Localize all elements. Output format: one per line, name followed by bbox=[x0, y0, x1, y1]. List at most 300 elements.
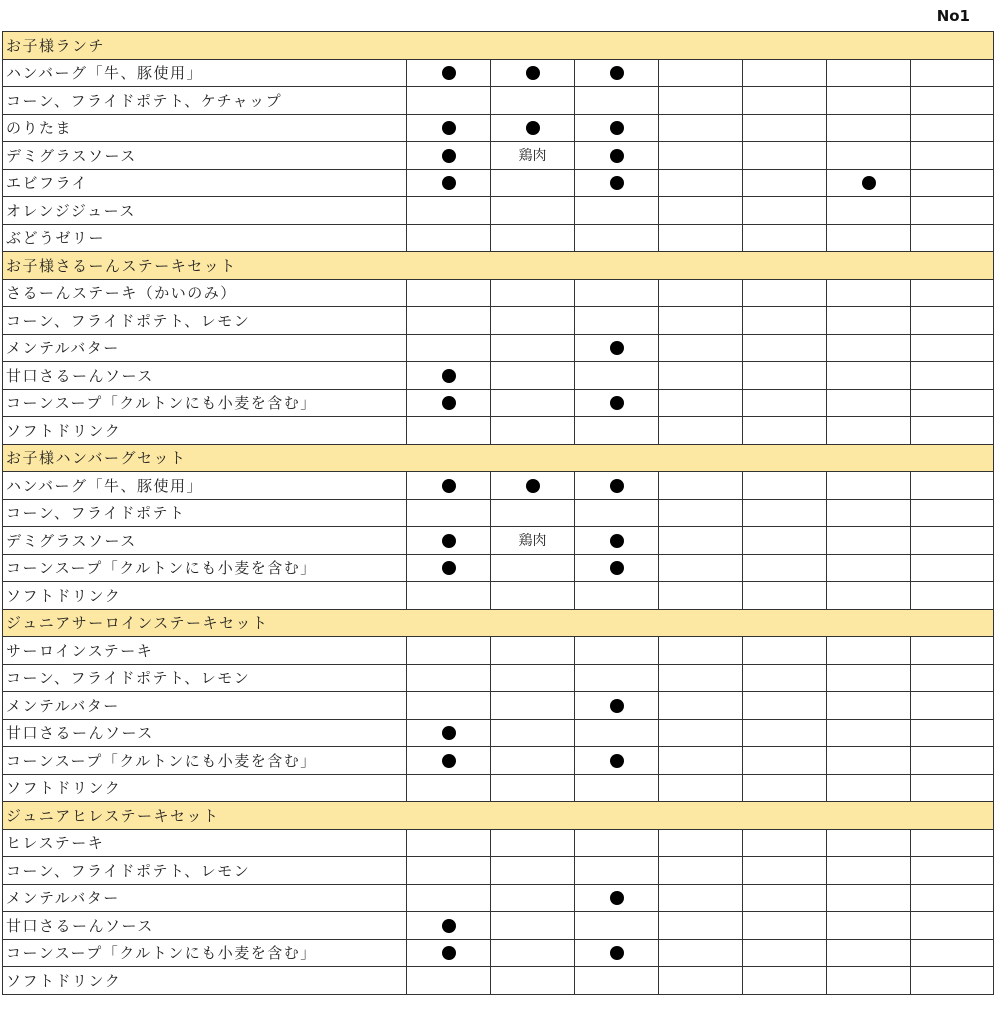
mark-cell bbox=[407, 664, 491, 692]
mark-cell bbox=[575, 967, 659, 995]
section-header-row bbox=[3, 802, 994, 830]
mark-cell bbox=[827, 829, 911, 857]
item-name: コーン、フライドポテト、ケチャップ bbox=[3, 87, 407, 115]
mark-cell bbox=[743, 829, 827, 857]
mark-cell bbox=[575, 582, 659, 610]
mark-cell bbox=[743, 224, 827, 252]
section-title: ジュニアサーロインステーキセット bbox=[3, 609, 994, 637]
mark-cell bbox=[575, 939, 659, 967]
mark-cell bbox=[491, 114, 575, 142]
mark-cell bbox=[407, 829, 491, 857]
section-header-row bbox=[3, 252, 994, 280]
mark-cell bbox=[827, 142, 911, 170]
mark-cell bbox=[659, 499, 743, 527]
mark-cell bbox=[659, 417, 743, 445]
mark-cell bbox=[743, 114, 827, 142]
table-row bbox=[3, 857, 994, 885]
section-title: ジュニアヒレステーキセット bbox=[3, 802, 994, 830]
allergen-dot-mark bbox=[610, 121, 624, 135]
mark-cell bbox=[491, 912, 575, 940]
mark-cell bbox=[659, 692, 743, 720]
mark-cell bbox=[659, 224, 743, 252]
mark-cell bbox=[827, 664, 911, 692]
mark-cell bbox=[407, 224, 491, 252]
item-name: コーンスープ「クルトンにも小麦を含む」 bbox=[3, 554, 407, 582]
mark-cell bbox=[407, 169, 491, 197]
table-row bbox=[3, 829, 994, 857]
table-row bbox=[3, 307, 994, 335]
mark-cell bbox=[575, 114, 659, 142]
table-row bbox=[3, 362, 994, 390]
mark-cell bbox=[491, 59, 575, 87]
table-row bbox=[3, 59, 994, 87]
mark-cell bbox=[491, 774, 575, 802]
table-row bbox=[3, 692, 994, 720]
section-header-row bbox=[3, 32, 994, 60]
table-row bbox=[3, 582, 994, 610]
mark-cell bbox=[743, 692, 827, 720]
mark-cell bbox=[743, 967, 827, 995]
mark-cell bbox=[575, 389, 659, 417]
item-name: コーンスープ「クルトンにも小麦を含む」 bbox=[3, 747, 407, 775]
mark-cell bbox=[911, 114, 994, 142]
mark-cell bbox=[407, 417, 491, 445]
mark-cell bbox=[407, 197, 491, 225]
table-row bbox=[3, 472, 994, 500]
mark-cell bbox=[659, 472, 743, 500]
table-row bbox=[3, 417, 994, 445]
mark-cell bbox=[407, 527, 491, 555]
mark-cell bbox=[743, 169, 827, 197]
mark-cell bbox=[911, 87, 994, 115]
mark-cell bbox=[575, 692, 659, 720]
mark-cell bbox=[659, 967, 743, 995]
mark-cell bbox=[659, 829, 743, 857]
mark-cell bbox=[491, 664, 575, 692]
mark-cell bbox=[407, 59, 491, 87]
table-row bbox=[3, 142, 994, 170]
item-name: デミグラスソース bbox=[3, 527, 407, 555]
mark-cell bbox=[827, 334, 911, 362]
allergen-dot-mark bbox=[610, 176, 624, 190]
item-name: コーン、フライドポテト、レモン bbox=[3, 664, 407, 692]
mark-cell bbox=[743, 499, 827, 527]
mark-cell bbox=[827, 279, 911, 307]
mark-cell bbox=[827, 499, 911, 527]
allergen-dot-mark bbox=[610, 66, 624, 80]
mark-cell bbox=[491, 224, 575, 252]
mark-cell bbox=[491, 87, 575, 115]
allergen-dot-mark bbox=[442, 919, 456, 933]
mark-cell bbox=[491, 884, 575, 912]
allergen-dot-mark bbox=[610, 699, 624, 713]
mark-cell bbox=[911, 719, 994, 747]
mark-cell bbox=[407, 142, 491, 170]
mark-cell bbox=[575, 169, 659, 197]
mark-cell bbox=[827, 719, 911, 747]
mark-cell bbox=[659, 307, 743, 335]
mark-cell bbox=[911, 307, 994, 335]
mark-cell bbox=[491, 472, 575, 500]
mark-cell bbox=[659, 857, 743, 885]
mark-cell bbox=[911, 334, 994, 362]
mark-cell bbox=[491, 142, 575, 170]
allergen-dot-mark bbox=[442, 149, 456, 163]
mark-cell bbox=[827, 692, 911, 720]
mark-cell bbox=[575, 527, 659, 555]
mark-cell bbox=[911, 939, 994, 967]
mark-cell bbox=[743, 637, 827, 665]
mark-cell bbox=[743, 939, 827, 967]
mark-cell bbox=[827, 582, 911, 610]
mark-cell bbox=[491, 169, 575, 197]
mark-cell bbox=[575, 774, 659, 802]
mark-cell bbox=[575, 472, 659, 500]
mark-cell bbox=[659, 554, 743, 582]
item-name: 甘口さるーんソース bbox=[3, 912, 407, 940]
mark-cell bbox=[911, 857, 994, 885]
table-row bbox=[3, 554, 994, 582]
item-name: メンテルバター bbox=[3, 692, 407, 720]
mark-cell bbox=[743, 747, 827, 775]
mark-cell bbox=[743, 417, 827, 445]
table-row bbox=[3, 747, 994, 775]
mark-cell bbox=[911, 279, 994, 307]
mark-cell bbox=[911, 59, 994, 87]
allergen-dot-mark bbox=[526, 479, 540, 493]
table-row bbox=[3, 87, 994, 115]
mark-cell bbox=[911, 774, 994, 802]
mark-cell bbox=[407, 967, 491, 995]
mark-cell bbox=[659, 719, 743, 747]
item-name: コーン、フライドポテト bbox=[3, 499, 407, 527]
item-name: ヒレステーキ bbox=[3, 829, 407, 857]
mark-cell bbox=[743, 87, 827, 115]
mark-cell bbox=[827, 224, 911, 252]
allergen-dot-mark bbox=[442, 369, 456, 383]
mark-cell bbox=[491, 829, 575, 857]
mark-cell bbox=[407, 747, 491, 775]
mark-cell bbox=[827, 169, 911, 197]
mark-cell bbox=[827, 554, 911, 582]
section-title: お子様ハンバーグセット bbox=[3, 444, 994, 472]
mark-cell bbox=[575, 664, 659, 692]
allergen-dot-mark bbox=[610, 534, 624, 548]
mark-cell bbox=[407, 857, 491, 885]
mark-cell bbox=[407, 499, 491, 527]
page-number: No1 bbox=[936, 7, 970, 25]
allergen-note: 鶏肉 bbox=[518, 148, 547, 165]
mark-cell bbox=[575, 279, 659, 307]
table-row bbox=[3, 224, 994, 252]
table-row bbox=[3, 499, 994, 527]
mark-cell bbox=[827, 857, 911, 885]
mark-cell bbox=[743, 279, 827, 307]
mark-cell bbox=[491, 719, 575, 747]
mark-cell bbox=[743, 527, 827, 555]
mark-cell bbox=[659, 939, 743, 967]
mark-cell bbox=[659, 334, 743, 362]
mark-cell bbox=[491, 334, 575, 362]
section-header-row bbox=[3, 444, 994, 472]
mark-cell bbox=[911, 692, 994, 720]
table-row bbox=[3, 169, 994, 197]
mark-cell bbox=[827, 967, 911, 995]
mark-cell bbox=[575, 197, 659, 225]
mark-cell bbox=[827, 362, 911, 390]
mark-cell bbox=[743, 362, 827, 390]
mark-cell bbox=[575, 87, 659, 115]
mark-cell bbox=[575, 912, 659, 940]
mark-cell bbox=[911, 389, 994, 417]
mark-cell bbox=[743, 197, 827, 225]
item-name: ハンバーグ「牛、豚使用」 bbox=[3, 59, 407, 87]
mark-cell bbox=[659, 142, 743, 170]
mark-cell bbox=[407, 87, 491, 115]
mark-cell bbox=[407, 307, 491, 335]
mark-cell bbox=[575, 637, 659, 665]
mark-cell bbox=[407, 334, 491, 362]
mark-cell bbox=[491, 527, 575, 555]
mark-cell bbox=[743, 719, 827, 747]
section-title: お子様さるーんステーキセット bbox=[3, 252, 994, 280]
mark-cell bbox=[827, 59, 911, 87]
mark-cell bbox=[743, 912, 827, 940]
allergen-dot-mark bbox=[442, 534, 456, 548]
mark-cell bbox=[827, 527, 911, 555]
mark-cell bbox=[659, 389, 743, 417]
mark-cell bbox=[575, 334, 659, 362]
allergen-dot-mark bbox=[862, 176, 876, 190]
allergen-dot-mark bbox=[610, 149, 624, 163]
mark-cell bbox=[407, 912, 491, 940]
mark-cell bbox=[743, 554, 827, 582]
mark-cell bbox=[911, 527, 994, 555]
mark-cell bbox=[827, 389, 911, 417]
item-name: ソフトドリンク bbox=[3, 967, 407, 995]
mark-cell bbox=[911, 472, 994, 500]
mark-cell bbox=[659, 582, 743, 610]
mark-cell bbox=[827, 939, 911, 967]
mark-cell bbox=[659, 87, 743, 115]
mark-cell bbox=[911, 747, 994, 775]
mark-cell bbox=[491, 554, 575, 582]
mark-cell bbox=[575, 829, 659, 857]
mark-cell bbox=[575, 224, 659, 252]
table-row bbox=[3, 389, 994, 417]
mark-cell bbox=[491, 362, 575, 390]
mark-cell bbox=[659, 527, 743, 555]
mark-cell bbox=[575, 499, 659, 527]
allergen-dot-mark bbox=[442, 396, 456, 410]
mark-cell bbox=[491, 692, 575, 720]
mark-cell bbox=[407, 692, 491, 720]
item-name: コーンスープ「クルトンにも小麦を含む」 bbox=[3, 939, 407, 967]
mark-cell bbox=[407, 637, 491, 665]
allergen-dot-mark bbox=[442, 754, 456, 768]
mark-cell bbox=[659, 664, 743, 692]
mark-cell bbox=[575, 747, 659, 775]
mark-cell bbox=[491, 279, 575, 307]
mark-cell bbox=[911, 637, 994, 665]
mark-cell bbox=[491, 857, 575, 885]
item-name: デミグラスソース bbox=[3, 142, 407, 170]
mark-cell bbox=[491, 499, 575, 527]
table-row bbox=[3, 637, 994, 665]
item-name: コーン、フライドポテト、レモン bbox=[3, 307, 407, 335]
mark-cell bbox=[659, 884, 743, 912]
mark-cell bbox=[407, 939, 491, 967]
mark-cell bbox=[407, 279, 491, 307]
mark-cell bbox=[827, 637, 911, 665]
mark-cell bbox=[491, 939, 575, 967]
table-row bbox=[3, 334, 994, 362]
mark-cell bbox=[827, 114, 911, 142]
allergen-dot-mark bbox=[526, 121, 540, 135]
mark-cell bbox=[575, 554, 659, 582]
mark-cell bbox=[491, 582, 575, 610]
allergen-note: 鶏肉 bbox=[518, 533, 547, 550]
allergen-dot-mark bbox=[442, 479, 456, 493]
mark-cell bbox=[491, 637, 575, 665]
mark-cell bbox=[743, 59, 827, 87]
mark-cell bbox=[911, 554, 994, 582]
mark-cell bbox=[407, 114, 491, 142]
item-name: 甘口さるーんソース bbox=[3, 362, 407, 390]
mark-cell bbox=[911, 362, 994, 390]
allergen-dot-mark bbox=[610, 946, 624, 960]
mark-cell bbox=[659, 114, 743, 142]
mark-cell bbox=[743, 664, 827, 692]
mark-cell bbox=[659, 279, 743, 307]
mark-cell bbox=[575, 59, 659, 87]
item-name: ソフトドリンク bbox=[3, 774, 407, 802]
mark-cell bbox=[659, 774, 743, 802]
mark-cell bbox=[911, 169, 994, 197]
mark-cell bbox=[827, 747, 911, 775]
table-row bbox=[3, 719, 994, 747]
mark-cell bbox=[911, 499, 994, 527]
mark-cell bbox=[575, 857, 659, 885]
mark-cell bbox=[659, 59, 743, 87]
mark-cell bbox=[407, 472, 491, 500]
table-row bbox=[3, 912, 994, 940]
section-title: お子様ランチ bbox=[3, 32, 994, 60]
mark-cell bbox=[743, 774, 827, 802]
mark-cell bbox=[827, 472, 911, 500]
mark-cell bbox=[407, 389, 491, 417]
mark-cell bbox=[659, 197, 743, 225]
mark-cell bbox=[911, 582, 994, 610]
table-row bbox=[3, 774, 994, 802]
mark-cell bbox=[743, 334, 827, 362]
mark-cell bbox=[743, 884, 827, 912]
item-name: 甘口さるーんソース bbox=[3, 719, 407, 747]
table-row bbox=[3, 664, 994, 692]
mark-cell bbox=[743, 142, 827, 170]
table-row bbox=[3, 884, 994, 912]
mark-cell bbox=[827, 307, 911, 335]
mark-cell bbox=[827, 197, 911, 225]
table-row bbox=[3, 197, 994, 225]
allergen-table bbox=[2, 31, 994, 995]
mark-cell bbox=[911, 884, 994, 912]
allergen-dot-mark bbox=[442, 176, 456, 190]
mark-cell bbox=[911, 224, 994, 252]
mark-cell bbox=[407, 582, 491, 610]
item-name: ハンバーグ「牛、豚使用」 bbox=[3, 472, 407, 500]
mark-cell bbox=[407, 554, 491, 582]
allergen-dot-mark bbox=[610, 754, 624, 768]
item-name: オレンジジュース bbox=[3, 197, 407, 225]
item-name: エビフライ bbox=[3, 169, 407, 197]
table-row bbox=[3, 939, 994, 967]
allergen-dot-mark bbox=[610, 891, 624, 905]
mark-cell bbox=[491, 389, 575, 417]
mark-cell bbox=[491, 417, 575, 445]
item-name: サーロインステーキ bbox=[3, 637, 407, 665]
mark-cell bbox=[911, 829, 994, 857]
allergen-dot-mark bbox=[442, 946, 456, 960]
mark-cell bbox=[491, 307, 575, 335]
item-name: コーンスープ「クルトンにも小麦を含む」 bbox=[3, 389, 407, 417]
mark-cell bbox=[743, 307, 827, 335]
allergen-dot-mark bbox=[442, 121, 456, 135]
item-name: メンテルバター bbox=[3, 884, 407, 912]
mark-cell bbox=[827, 912, 911, 940]
mark-cell bbox=[911, 417, 994, 445]
allergen-dot-mark bbox=[442, 66, 456, 80]
item-name: ぶどうゼリー bbox=[3, 224, 407, 252]
table-row bbox=[3, 114, 994, 142]
mark-cell bbox=[827, 774, 911, 802]
mark-cell bbox=[407, 719, 491, 747]
table-row bbox=[3, 967, 994, 995]
allergen-dot-mark bbox=[610, 479, 624, 493]
mark-cell bbox=[659, 747, 743, 775]
item-name: ソフトドリンク bbox=[3, 417, 407, 445]
table-body bbox=[3, 32, 994, 995]
mark-cell bbox=[659, 362, 743, 390]
mark-cell bbox=[827, 87, 911, 115]
allergen-dot-mark bbox=[610, 396, 624, 410]
item-name: さるーんステーキ（かいのみ） bbox=[3, 279, 407, 307]
allergen-dot-mark bbox=[610, 561, 624, 575]
mark-cell bbox=[575, 142, 659, 170]
item-name: のりたま bbox=[3, 114, 407, 142]
mark-cell bbox=[911, 664, 994, 692]
mark-cell bbox=[743, 582, 827, 610]
mark-cell bbox=[491, 747, 575, 775]
mark-cell bbox=[575, 307, 659, 335]
table-row bbox=[3, 527, 994, 555]
allergen-dot-mark bbox=[610, 341, 624, 355]
table-row bbox=[3, 279, 994, 307]
mark-cell bbox=[911, 142, 994, 170]
mark-cell bbox=[407, 362, 491, 390]
allergen-dot-mark bbox=[442, 726, 456, 740]
mark-cell bbox=[911, 967, 994, 995]
mark-cell bbox=[743, 472, 827, 500]
mark-cell bbox=[659, 169, 743, 197]
item-name: メンテルバター bbox=[3, 334, 407, 362]
mark-cell bbox=[743, 389, 827, 417]
mark-cell bbox=[575, 884, 659, 912]
mark-cell bbox=[575, 362, 659, 390]
item-name: ソフトドリンク bbox=[3, 582, 407, 610]
item-name: コーン、フライドポテト、レモン bbox=[3, 857, 407, 885]
mark-cell bbox=[491, 967, 575, 995]
